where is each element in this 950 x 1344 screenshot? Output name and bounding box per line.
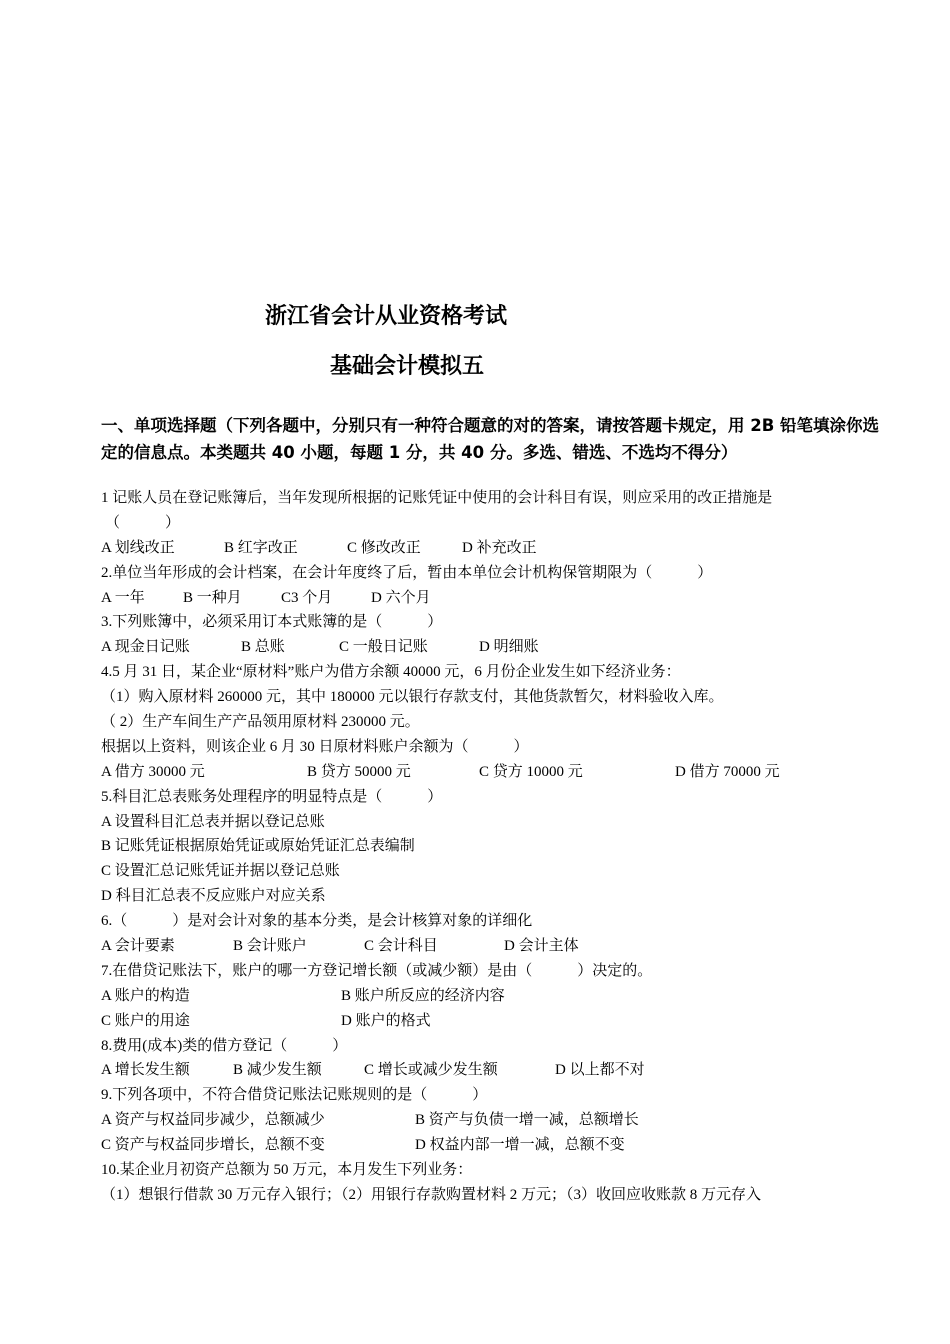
text-segment: 1 记账人员在登记账簿后，当年发现所根据的记账凭证中使用的会计科目有误，则应采用的改正措施是 [101, 490, 773, 506]
text-segment: 9.下列各项中，不符合借贷记账法记账规则的是（ ） [101, 1087, 488, 1104]
text-line [101, 834, 901, 859]
text-line [101, 909, 901, 934]
text-segment: D 科目汇总表不反应账户对应关系 [101, 888, 326, 905]
answer-option: C3 个月 [281, 589, 333, 606]
text-line [101, 1009, 901, 1034]
answer-option: C 修改改正 [347, 539, 421, 556]
answer-option: D 补充改正 [462, 539, 537, 556]
text-line [101, 561, 901, 586]
text-line [101, 785, 901, 810]
answer-option: D 借方 70000 元 [675, 763, 780, 780]
text-line [101, 1133, 901, 1158]
answer-option: D 权益内部一增一减，总额不变 [415, 1137, 625, 1154]
answer-option: A 资产与权益同步减少，总额减少 [101, 1112, 325, 1129]
answer-option: D 明细账 [479, 639, 539, 656]
text-line [101, 984, 901, 1009]
text-segment: （ 2）生产车间生产产品领用原材料 230000 元。 [101, 714, 420, 731]
text-segment: 5.科目汇总表账务处理程序的明显特点是（ ） [101, 788, 443, 805]
text-segment: C 设置汇总记账凭证并据以登记总账 [101, 863, 340, 880]
text-segment: 3.下列账簿中，必须采用订本式账簿的是（ ） [101, 614, 443, 631]
answer-option: B 一种月 [183, 589, 242, 606]
text-line [101, 1083, 901, 1108]
text-segment: 根据以上资料，则该企业 6 月 30 日原材料账户余额为（ ） [101, 738, 529, 755]
text-segment: 10.某企业月初资产总额为 50 万元，本月发生下列业务： [101, 1162, 473, 1179]
document-subtitle: 基础会计模拟五 [330, 354, 485, 379]
text-line [101, 586, 901, 611]
text-line [101, 934, 901, 959]
answer-option: C 贷方 10000 元 [479, 763, 583, 780]
answer-option: B 红字改正 [224, 539, 298, 556]
answer-option: D 以上都不对 [555, 1062, 645, 1079]
text-segment: （ ） [105, 514, 181, 531]
text-line [101, 486, 901, 511]
text-segment: 8.费用(成本)类的借方登记（ ） [101, 1037, 348, 1054]
section-heading: 一、单项选择题（下列各题中，分别只有一种符合题意的对的答案，请按答题卡规定，用 2B 铅笔填涂你选定的信息点。本类题共 40 小题，每题 1 分，共 40 分。多选、错选、不选均不得分） [101, 416, 880, 462]
text-line [101, 810, 901, 835]
answer-option: A 会计要素 [101, 938, 175, 955]
text-line [101, 1158, 901, 1183]
answer-option: A 账户的构造 [101, 987, 190, 1004]
answer-option: A 借方 30000 元 [101, 763, 205, 780]
text-line [101, 1108, 901, 1133]
text-line [101, 1034, 901, 1059]
text-segment: 4.5 月 31 日，某企业“原材料”账户为借方余额 40000 元，6 月份企业发生如下经济业务： [101, 664, 681, 681]
answer-option: B 总账 [241, 639, 285, 656]
text-line [101, 536, 901, 561]
text-line [101, 685, 901, 710]
answer-option: C 一般日记账 [339, 639, 428, 656]
answer-option: B 账户所反应的经济内容 [341, 987, 505, 1004]
text-line [101, 735, 901, 760]
answer-option: A 划线改正 [101, 539, 175, 556]
text-segment: （1）购入原材料 260000 元，其中 180000 元以银行存款支付，其他货款暂欠，材料验收入库。 [101, 689, 724, 706]
answer-option: B 会计账户 [233, 938, 307, 955]
text-line [101, 710, 901, 735]
answer-option: B 贷方 50000 元 [307, 763, 411, 780]
answer-option: C 账户的用途 [101, 1012, 190, 1029]
text-line [101, 959, 901, 984]
text-segment: 7.在借贷记账法下，账户的哪一方登记增长额（或减少额）是由（ ）决定的。 [101, 962, 653, 979]
answer-option: A 一年 [101, 589, 145, 606]
answer-option: A 现金日记账 [101, 639, 190, 656]
answer-option: A 增长发生额 [101, 1062, 190, 1079]
answer-option: C 增长或减少发生额 [364, 1062, 498, 1079]
text-line [101, 884, 901, 909]
answer-option: B 减少发生额 [233, 1062, 322, 1079]
answer-option: D 账户的格式 [341, 1012, 431, 1029]
text-line [101, 660, 901, 685]
answer-option: C 资产与权益同步增长，总额不变 [101, 1137, 325, 1154]
text-line [101, 1183, 901, 1208]
text-line [101, 1058, 901, 1083]
text-segment: 2.单位当年形成的会计档案，在会计年度终了后，暂由本单位会计机构保管期限为（ ） [101, 564, 713, 581]
document-title: 浙江省会计从业资格考试 [265, 304, 508, 329]
text-line [101, 511, 901, 536]
text-line [101, 859, 901, 884]
answer-option: D 六个月 [371, 589, 431, 606]
text-line [101, 635, 901, 660]
answer-option: D 会计主体 [504, 938, 579, 955]
question-body [101, 486, 901, 1208]
answer-option: C 会计科目 [364, 938, 438, 955]
text-segment: 6.（ ）是对会计对象的基本分类，是会计核算对象的详细化 [101, 913, 533, 930]
text-segment: B 记账凭证根据原始凭证或原始凭证汇总表编制 [101, 838, 415, 855]
text-line [101, 760, 901, 785]
text-segment: （1）想银行借款 30 万元存入银行；（2）用银行存款购置材料 2 万元；（3）收回应收账款 8 万元存入 [101, 1186, 762, 1203]
text-line [101, 610, 901, 635]
answer-option: B 资产与负债一增一减，总额增长 [415, 1112, 639, 1129]
text-segment: A 设置科目汇总表并据以登记总账 [101, 813, 325, 830]
